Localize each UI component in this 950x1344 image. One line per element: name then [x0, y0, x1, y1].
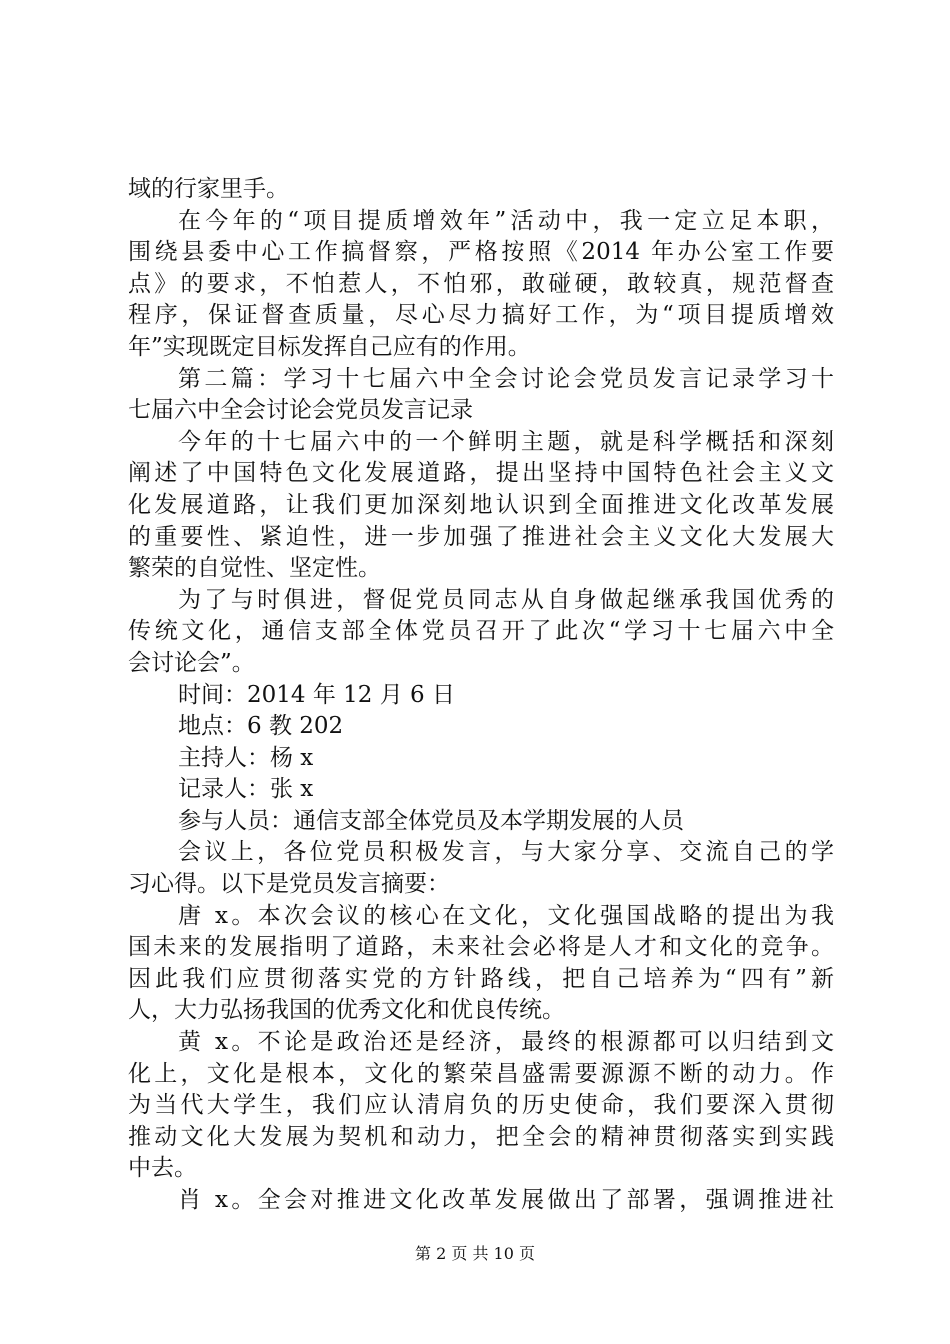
paragraph-first-line: 会议上，各位党员积极发言，与大家分享、交流自己的学 [178, 839, 834, 866]
text-line: 围绕县委中心工作搞督察，严格按照《2014 年办公室工作要 [128, 239, 834, 266]
document-body [128, 174, 834, 1217]
text-line: 为当代大学生，我们应认清肩负的历史使命，我们要深入贯彻 [128, 1092, 834, 1119]
text-line: 点》的要求，不怕惹人，不怕邪，敢碰硬，敢较真，规范督查 [128, 270, 834, 297]
paragraph-first-line: 在今年的“项目提质增效年”活动中，我一定立足本职， [178, 207, 834, 234]
text-line: 因此我们应贯彻落实党的方针路线，把自己培养为“四有”新 [128, 965, 834, 992]
text-line: 习心得。以下是党员发言摘要： [128, 871, 450, 898]
section-heading: 第二篇：学习十七届六中全会讨论会党员发言记录学习十 [178, 365, 834, 392]
text-line: 程序，保证督查质量，尽心尽力搞好工作，为“项目提质增效 [128, 302, 834, 329]
meeting-time: 时间：2014 年 12 月 6 日 [178, 681, 455, 708]
section-heading-continued: 七届六中全会讨论会党员发言记录 [128, 397, 473, 424]
text-line: 推动文化大发展为契机和动力，把全会的精神贯彻落实到实践 [128, 1123, 834, 1150]
paragraph-first-line: 今年的十七届六中的一个鲜明主题，就是科学概括和深刻 [178, 428, 834, 455]
text-line: 域的行家里手。 [128, 176, 289, 202]
text-line: 国未来的发展指明了道路，未来社会必将是人才和文化的竞争。 [128, 934, 834, 961]
meeting-participants: 参与人员：通信支部全体党员及本学期发展的人员 [178, 807, 684, 834]
meeting-recorder: 记录人：张 x [178, 776, 314, 803]
text-line: 的重要性、紧迫性，进一步加强了推进社会主义文化大发展大 [128, 523, 834, 550]
text-line: 会讨论会”。 [128, 649, 255, 676]
text-line: 传统文化，通信支部全体党员召开了此次“学习十七届六中全 [128, 618, 834, 645]
meeting-location: 地点：6 教 202 [178, 713, 344, 740]
paragraph-first-line: 黄 x。不论是政治还是经济，最终的根源都可以归结到文 [178, 1029, 834, 1056]
text-line: 化发展道路，让我们更加深刻地认识到全面推进文化改革发展 [128, 491, 834, 518]
text-line: 人，大力弘扬我国的优秀文化和优良传统。 [128, 997, 565, 1024]
text-line: 化上，文化是根本，文化的繁荣昌盛需要源源不断的动力。作 [128, 1060, 834, 1087]
page-footer: 第 2 页 共 10 页 [415, 1244, 535, 1263]
text-line: 年”实现既定目标发挥自己应有的作用。 [128, 333, 531, 360]
text-line: 繁荣的自觉性、坚定性。 [128, 555, 381, 582]
paragraph-first-line: 唐 x。本次会议的核心在文化，文化强国战略的提出为我 [178, 902, 834, 929]
text-line: 中去。 [128, 1155, 197, 1182]
text-line: 阐述了中国特色文化发展道路，提出坚持中国特色社会主义文 [128, 460, 834, 487]
meeting-host: 主持人：杨 x [178, 744, 314, 771]
paragraph-first-line: 为了与时俱进，督促党员同志从自身做起继承我国优秀的 [178, 586, 834, 613]
paragraph-first-line: 肖 x。全会对推进文化改革发展做出了部署，强调推进社 [178, 1187, 834, 1213]
